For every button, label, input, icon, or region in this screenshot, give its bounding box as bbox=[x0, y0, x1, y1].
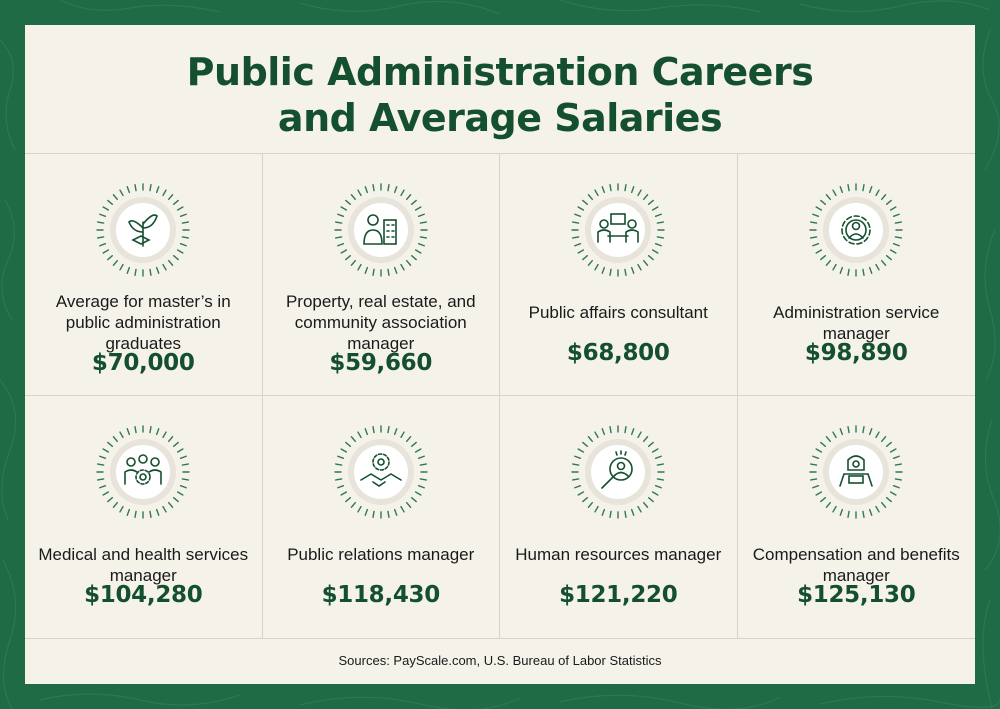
career-cell bbox=[263, 396, 501, 638]
career-cell bbox=[738, 396, 976, 638]
handshake-icon bbox=[331, 422, 431, 522]
sources-note: Sources: PayScale.com, U.S. Bureau of Labor Statistics bbox=[338, 653, 662, 668]
career-label: Property, real estate, and community association manager bbox=[285, 292, 476, 353]
career-cell bbox=[263, 154, 501, 396]
career-cell bbox=[500, 396, 738, 638]
career-label: Public relations manager bbox=[287, 545, 475, 564]
careers-grid bbox=[25, 153, 975, 639]
graduation-plant-icon bbox=[93, 180, 193, 280]
career-label: Public affairs consultant bbox=[528, 303, 708, 322]
career-cell bbox=[738, 154, 976, 396]
career-salary: $70,000 bbox=[91, 350, 195, 376]
career-salary: $98,890 bbox=[804, 340, 908, 366]
career-label: Compensation and benefits manager bbox=[752, 545, 960, 585]
career-salary: $59,660 bbox=[329, 350, 433, 376]
career-cell bbox=[25, 396, 263, 638]
gear-person-icon bbox=[806, 180, 906, 280]
career-label: Administration service manager bbox=[773, 303, 940, 343]
career-cell bbox=[25, 154, 263, 396]
career-label: Human resources manager bbox=[515, 545, 722, 564]
career-salary: $68,800 bbox=[566, 340, 670, 366]
title-line-1: Public Administration Careers bbox=[186, 50, 814, 94]
career-salary: $125,130 bbox=[797, 582, 916, 608]
infographic-card bbox=[25, 25, 975, 684]
building-person-icon bbox=[331, 180, 431, 280]
career-label: Average for master’s in public administration graduates bbox=[55, 292, 231, 353]
career-label: Medical and health services manager bbox=[38, 545, 249, 585]
magnifier-person-icon bbox=[568, 422, 668, 522]
career-salary: $118,430 bbox=[321, 582, 440, 608]
page-title bbox=[25, 49, 975, 141]
title-line-2: and Average Salaries bbox=[277, 96, 723, 140]
career-salary: $121,220 bbox=[559, 582, 678, 608]
meeting-icon bbox=[568, 180, 668, 280]
person-laptop-icon bbox=[806, 422, 906, 522]
career-salary: $104,280 bbox=[84, 582, 203, 608]
team-gear-icon bbox=[93, 422, 193, 522]
career-cell bbox=[500, 154, 738, 396]
